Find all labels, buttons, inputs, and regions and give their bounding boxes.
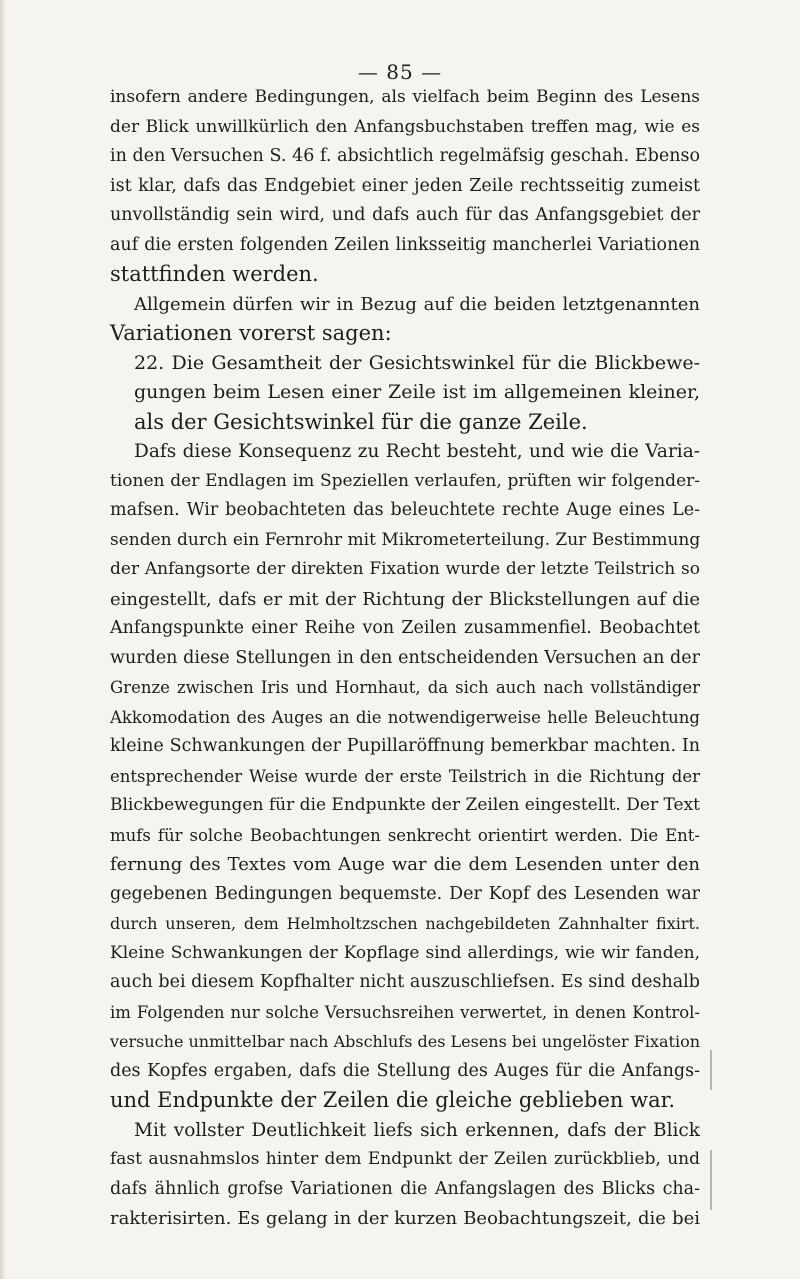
text-line: rakterisirten. Es gelang in der kurzen Beobachtungszeit, die bei [110,1208,700,1229]
text-line: wurden diese Stellungen in den entscheidenden Versuchen an der [110,647,700,668]
text-line: eingestellt, dafs er mit der Richtung der Blickstellungen auf die [110,588,700,610]
text-line: Kleine Schwankungen der Kopflage sind allerdings, wie wir fanden, [110,942,700,963]
text-line: in den Versuchen S. 46 f. absichtlich regelmäfsig geschah. Ebenso [110,146,700,166]
text-line: ist klar, dafs das Endgebiet einer jeden Zeile rechtsseitig zumeist [110,175,700,196]
text-line: des Kopfes ergaben, dafs die Stellung des Auges für die Anfangs- [110,1060,700,1081]
page-number: — 85 — [357,60,443,84]
text-line: Variationen vorerst sagen: [110,321,392,345]
text-line: fernung des Textes vom Auge war die dem Lesenden unter den [110,854,700,875]
text-line: und Endpunkte der Zeilen die gleiche geblieben war. [110,1088,675,1112]
text-line: durch unseren, dem Helmholtzschen nachgebildeten Zahnhalter fixirt. [110,914,700,933]
text-line: fast ausnahmslos hinter dem Endpunkt der Zeilen zurückblieb, und [110,1149,700,1169]
page-spine-shadow [0,0,6,1279]
text-line: der Blick unwillkürlich den Anfangsbuchstaben treffen mag, wie es [110,116,700,137]
text-line: im Folgenden nur solche Versuchsreihen verwertet, in denen Kontrol- [110,1002,700,1022]
text-line: der Anfangsorte der direkten Fixation wurde der letzte Teilstrich so [110,559,700,579]
text-line: mafsen. Wir beobachteten das beleuchtete rechte Auge eines Le- [110,500,700,520]
text-line: Mit vollster Deutlichkeit liefs sich erkennen, dafs der Blick [134,1119,700,1141]
text-line: versuche unmittelbar nach Abschlufs des Lesens bei ungelöster Fixation [110,1032,700,1051]
text-line: 22. Die Gesamtheit der Gesichtswinkel für die Blickbewe- [134,351,700,374]
text-line: auf die ersten folgenden Zeilen linksseitig mancherlei Variationen [110,234,700,255]
margin-mark [710,1150,712,1210]
margin-mark [710,1050,712,1090]
text-line: Grenze zwischen Iris und Hornhaut, da sich auch nach vollständiger [110,678,700,697]
text-line: senden durch ein Fernrohr mit Mikrometerteilung. Zur Bestimmung [110,529,701,550]
text-line: auch bei diesem Kopfhalter nicht auszuschliefsen. Es sind deshalb [110,972,700,992]
text-line: gungen beim Lesen einer Zeile ist im allgemeinen kleiner, [134,381,700,403]
text-line: kleine Schwankungen der Pupillaröffnung bemerkbar machten. In [110,736,700,756]
text-line: Akkomodation des Auges an die notwendigerweise helle Beleuchtung [110,707,700,727]
text-line: dafs ähnlich grofse Variationen die Anfangslagen des Blicks cha- [110,1178,700,1199]
text-line: Anfangspunkte einer Reihe von Zeilen zusammenfiel. Beobachtet [110,618,700,638]
text-line: Blickbewegungen für die Endpunkte der Zeilen eingestellt. Der Text [110,795,700,815]
text-line: mufs für solche Beobachtungen senkrecht orientirt werden. Die Ent- [110,825,700,845]
body-text [110,83,700,1234]
text-line: stattfinden werden. [110,262,319,286]
text-line: Dafs diese Konsequenz zu Recht besteht, und wie die Varia- [134,441,700,462]
text-line: unvollständig sein wird, und dafs auch für das Anfangsgebiet der [110,205,700,225]
text-line: als der Gesichtswinkel für die ganze Zeile. [134,409,588,434]
text-line: Allgemein dürfen wir in Bezug auf die beiden letztgenannten [134,293,700,315]
text-line: insofern andere Bedingungen, als vielfach beim Beginn des Lesens [110,87,700,107]
text-line: entsprechender Weise wurde der erste Teilstrich in die Richtung der [110,766,700,786]
text-line: tionen der Endlagen im Speziellen verlaufen, prüften wir folgender- [110,470,700,491]
text-line: gegebenen Bedingungen bequemste. Der Kopf des Lesenden war [110,883,700,904]
